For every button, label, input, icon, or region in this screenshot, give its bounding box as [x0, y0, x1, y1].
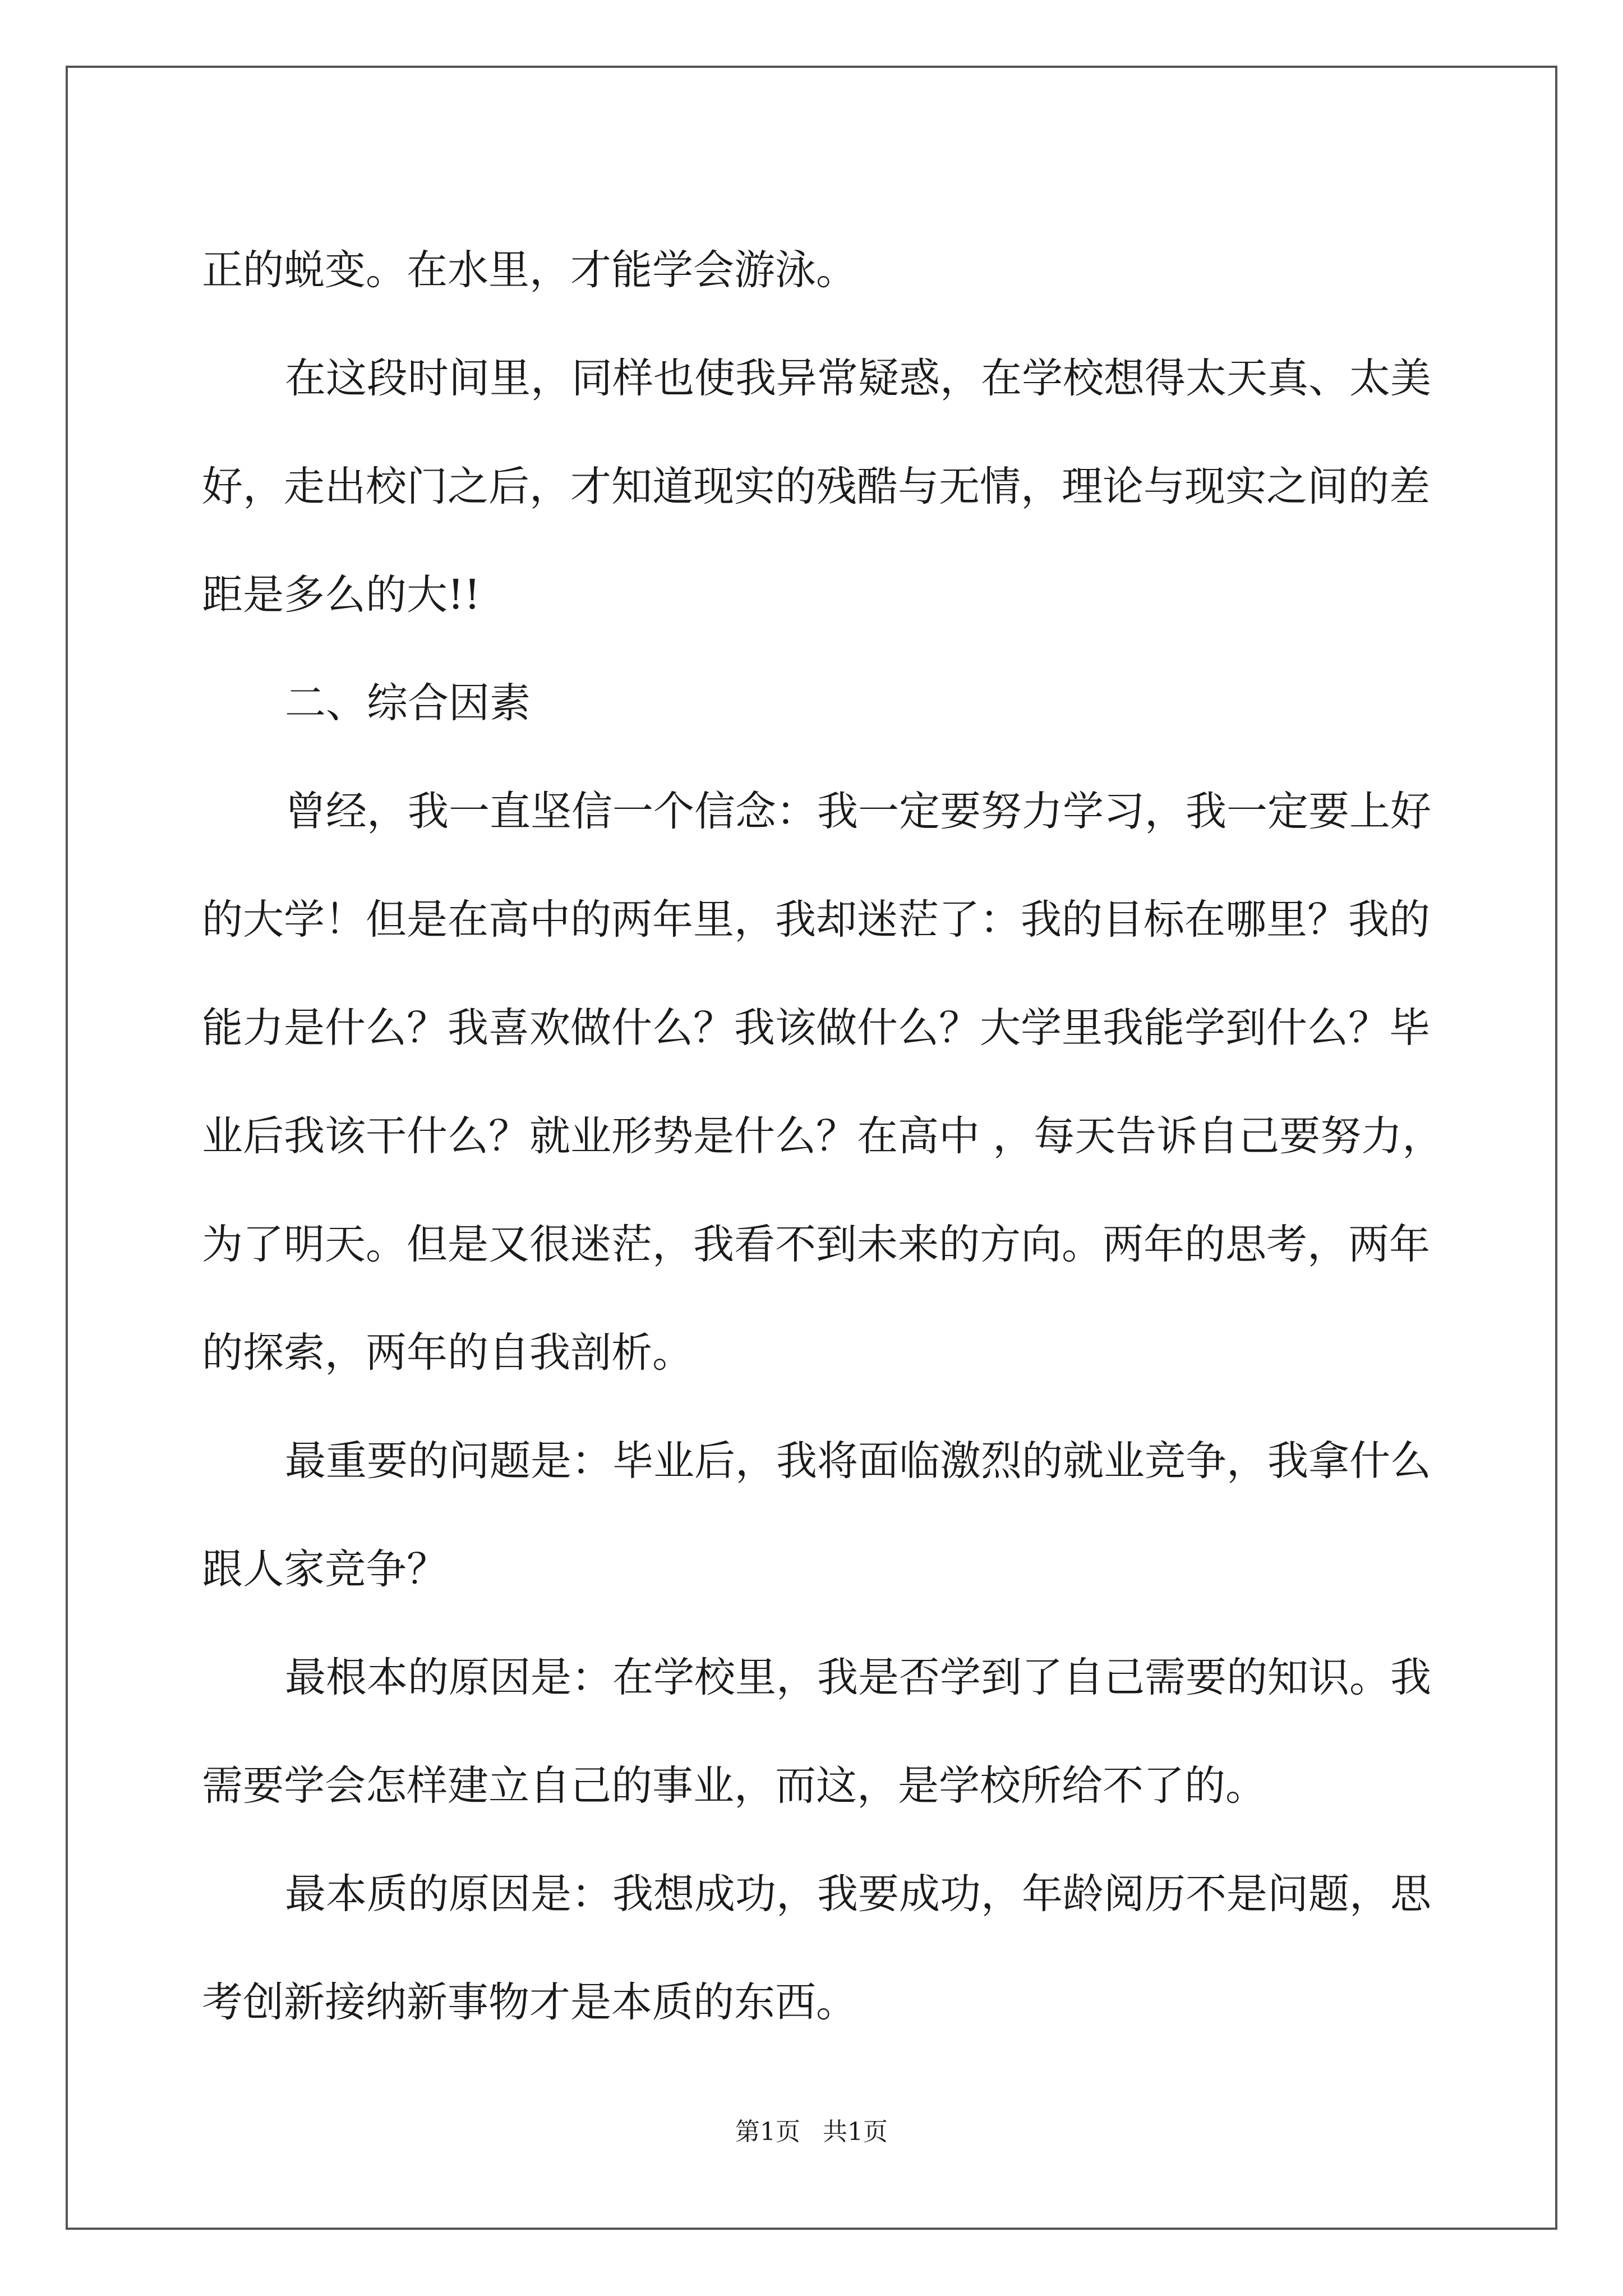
text-line: 好，走出校门之后，才知道现实的残酷与无情，理论与现实之间的差: [202, 463, 1430, 510]
text-line: 的大学！但是在高中的两年里，我却迷茫了：我的目标在哪里？我的: [202, 896, 1430, 944]
text-line: 跟人家竞争？: [202, 1545, 448, 1593]
text-line: 曾经，我一直坚信一个信念：我一定要努力学习，我一定要上好: [285, 788, 1431, 835]
page-footer: [0, 2111, 1623, 2147]
page-total: 共1页: [823, 2118, 888, 2146]
text-line: 需要学会怎样建立自己的事业，而这，是学校所给不了的。: [202, 1762, 1266, 1810]
text-line: 最根本的原因是：在学校里，我是否学到了自己需要的知识。我: [285, 1654, 1431, 1701]
text-line: 为了明天。但是又很迷茫，我看不到未来的方向。两年的思考，两年: [202, 1221, 1430, 1268]
text-line: 考创新接纳新事物才是本质的东西。: [202, 1978, 857, 2026]
text-line: 最重要的问题是：毕业后，我将面临激烈的就业竞争，我拿什么: [285, 1437, 1431, 1485]
text-line: 正的蜕变。在水里，才能学会游泳。: [202, 246, 857, 294]
text-line: 最本质的原因是：我想成功，我要成功，年龄阅历不是问题，思: [285, 1870, 1431, 1918]
document-body: [202, 216, 1444, 2056]
page-number: 第1页: [735, 2118, 800, 2146]
text-line: 在这段时间里，同样也使我异常疑惑，在学校想得太天真、太美: [285, 355, 1431, 402]
text-line: 业后我该干什么？就业形势是什么？在高中 ，每天告诉自己要努力，: [202, 1112, 1444, 1160]
section-heading: 二、综合因素: [285, 679, 531, 727]
text-line: 距是多么的大!!: [202, 571, 481, 619]
text-line: 能力是什么？我喜欢做什么？我该做什么？大学里我能学到什么？毕: [202, 1004, 1430, 1052]
text-line: 的探索，两年的自我剖析。: [202, 1329, 693, 1377]
